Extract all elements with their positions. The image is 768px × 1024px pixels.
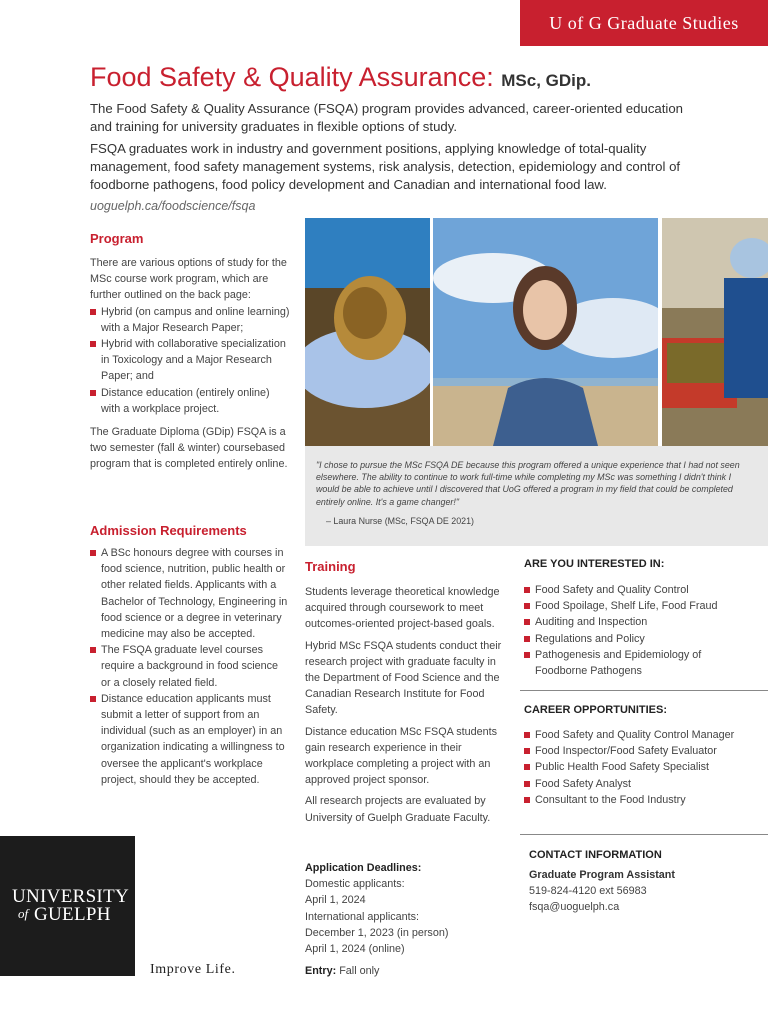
list-item: A BSc honours degree with courses in food science, nutrition, public health or other related fields. Applicants with a Bachelor of Technology, Engineering in food science or a degree in veterinary medicine may also be accepted. xyxy=(90,545,288,642)
testimonial-attribution: – Laura Nurse (MSc, FSQA DE 2021) xyxy=(326,516,474,526)
list-item: Distance education (entirely online) with a workplace project. xyxy=(90,385,290,417)
gloved-hand-sample-image xyxy=(305,218,430,446)
training-heading: Training xyxy=(305,559,356,574)
program-section xyxy=(90,255,290,473)
contact-phone[interactable]: 519-824-4120 ext 56983 xyxy=(529,885,647,898)
section-divider xyxy=(520,690,768,691)
testimonial-quote: "I chose to pursue the MSc FSQA DE because this program offered a unique experience that I had not seen elsewhere. The ability to continue to work full-time while completing my MSc was something I didn't think I would be able to achieve until I discovered that UoG offered a program in my field that could be completed entirely online. It's a game changer!" xyxy=(316,460,740,507)
careers-heading: CAREER OPPORTUNITIES: xyxy=(524,704,668,716)
improve-life-tagline: Improve Life. xyxy=(150,962,236,977)
list-item: Hybrid (on campus and online learning) with a Major Research Paper; xyxy=(90,304,290,336)
entry-value: Fall only xyxy=(339,965,380,977)
list-item: Food Inspector/Food Safety Evaluator xyxy=(524,743,744,759)
list-item: Food Safety and Quality Control Manager xyxy=(524,727,744,743)
training-paragraph: Hybrid MSc FSQA students conduct their research project with graduate faculty in the Department of Food Science and the Canadian Research Institute for Food Safety. xyxy=(305,639,502,717)
university-logo xyxy=(0,836,135,976)
intro-paragraph-1: The Food Safety & Quality Assurance (FSQA) program provides advanced, career-oriented education and training for university graduates in flexible options of study. xyxy=(90,101,684,134)
graduate-studies-banner: U of G Graduate Studies xyxy=(520,0,768,46)
contact-role: Graduate Program Assistant xyxy=(529,869,676,881)
title-main: Food Safety & Quality Assurance: xyxy=(90,62,494,92)
program-url-link[interactable]: uoguelph.ca/foodscience/fsqa xyxy=(90,199,256,213)
contact-heading: CONTACT INFORMATION xyxy=(529,849,662,861)
careers-section xyxy=(524,727,744,808)
admission-heading: Admission Requirements xyxy=(90,523,247,538)
careers-list xyxy=(524,727,744,808)
page-title xyxy=(90,62,591,93)
list-item: Hybrid with collaborative specialization in Toxicology and a Major Research Paper; and xyxy=(90,336,290,385)
admission-section xyxy=(90,545,288,788)
contact-section xyxy=(529,867,759,916)
international-date-online: April 1, 2024 (online) xyxy=(305,943,405,956)
list-item: Food Spoilage, Shelf Life, Food Fraud xyxy=(524,598,749,614)
list-item: Food Safety Analyst xyxy=(524,776,744,792)
international-date-in-person: December 1, 2023 (in person) xyxy=(305,926,449,939)
photo-lab-worker xyxy=(662,218,768,446)
intro-paragraph-2: FSQA graduates work in industry and government positions, applying knowledge of total-quality management, food safety management systems, risk analysis, detection, epidemiology and control of foodborne pathogens, food policy development and Canadian and international food law. xyxy=(90,141,681,192)
contact-email[interactable]: fsqa@uoguelph.ca xyxy=(529,901,620,914)
lab-worker-image xyxy=(662,218,768,446)
student-portrait-image xyxy=(433,218,658,446)
interests-section xyxy=(524,582,749,679)
list-item: Auditing and Inspection xyxy=(524,614,749,630)
training-paragraph: All research projects are evaluated by University of Guelph Graduate Faculty. xyxy=(305,795,491,824)
section-divider xyxy=(520,834,768,835)
deadlines-heading: Application Deadlines: xyxy=(305,862,422,874)
program-options-list xyxy=(90,304,290,417)
gdip-description: The Graduate Diploma (GDip) FSQA is a two semester (fall & winter) coursebased program that is completed entirely online. xyxy=(90,426,288,471)
domestic-label: Domestic applicants: xyxy=(305,878,405,891)
entry-term xyxy=(305,963,379,979)
logo-university: UNIVERSITY xyxy=(12,886,129,907)
logo-of: of xyxy=(18,906,29,921)
list-item: Food Safety and Quality Control xyxy=(524,582,749,598)
list-item: Distance education applicants must submit a letter of support from an individual (such as an employer) in an organization indicating a willingness to oversee the applicant's workplace project, should they be accepted. xyxy=(90,691,288,788)
application-deadlines xyxy=(305,860,515,957)
admission-requirements-list xyxy=(90,545,288,788)
program-heading: Program xyxy=(90,231,144,246)
interests-heading: ARE YOU INTERESTED IN: xyxy=(524,558,665,570)
list-item: The FSQA graduate level courses require a background in food science or a closely related field. xyxy=(90,642,288,691)
domestic-date: April 1, 2024 xyxy=(305,894,366,907)
list-item: Pathogenesis and Epidemiology of Foodborne Pathogens xyxy=(524,647,749,679)
interests-list xyxy=(524,582,749,679)
photo-food-sample xyxy=(305,218,430,446)
list-item: Public Health Food Safety Specialist xyxy=(524,759,744,775)
training-paragraph: Distance education MSc FSQA students gain research experience in their workplace completing a project with an approved project sponsor. xyxy=(305,725,498,787)
program-intro: There are various options of study for the MSc course work program, which are further outlined on the back page: xyxy=(90,257,287,302)
list-item: Consultant to the Food Industry xyxy=(524,792,744,808)
training-paragraph: Students leverage theoretical knowledge acquired through coursework to meet outcomes-oriented project-based goals. xyxy=(305,586,500,631)
logo-guelph: GUELPH xyxy=(34,904,111,925)
international-label: International applicants: xyxy=(305,910,420,923)
photo-student-portrait xyxy=(433,218,658,446)
title-degrees: MSc, GDip. xyxy=(501,71,591,90)
training-section xyxy=(305,584,510,826)
entry-label: Entry: xyxy=(305,965,337,977)
list-item: Regulations and Policy xyxy=(524,631,749,647)
